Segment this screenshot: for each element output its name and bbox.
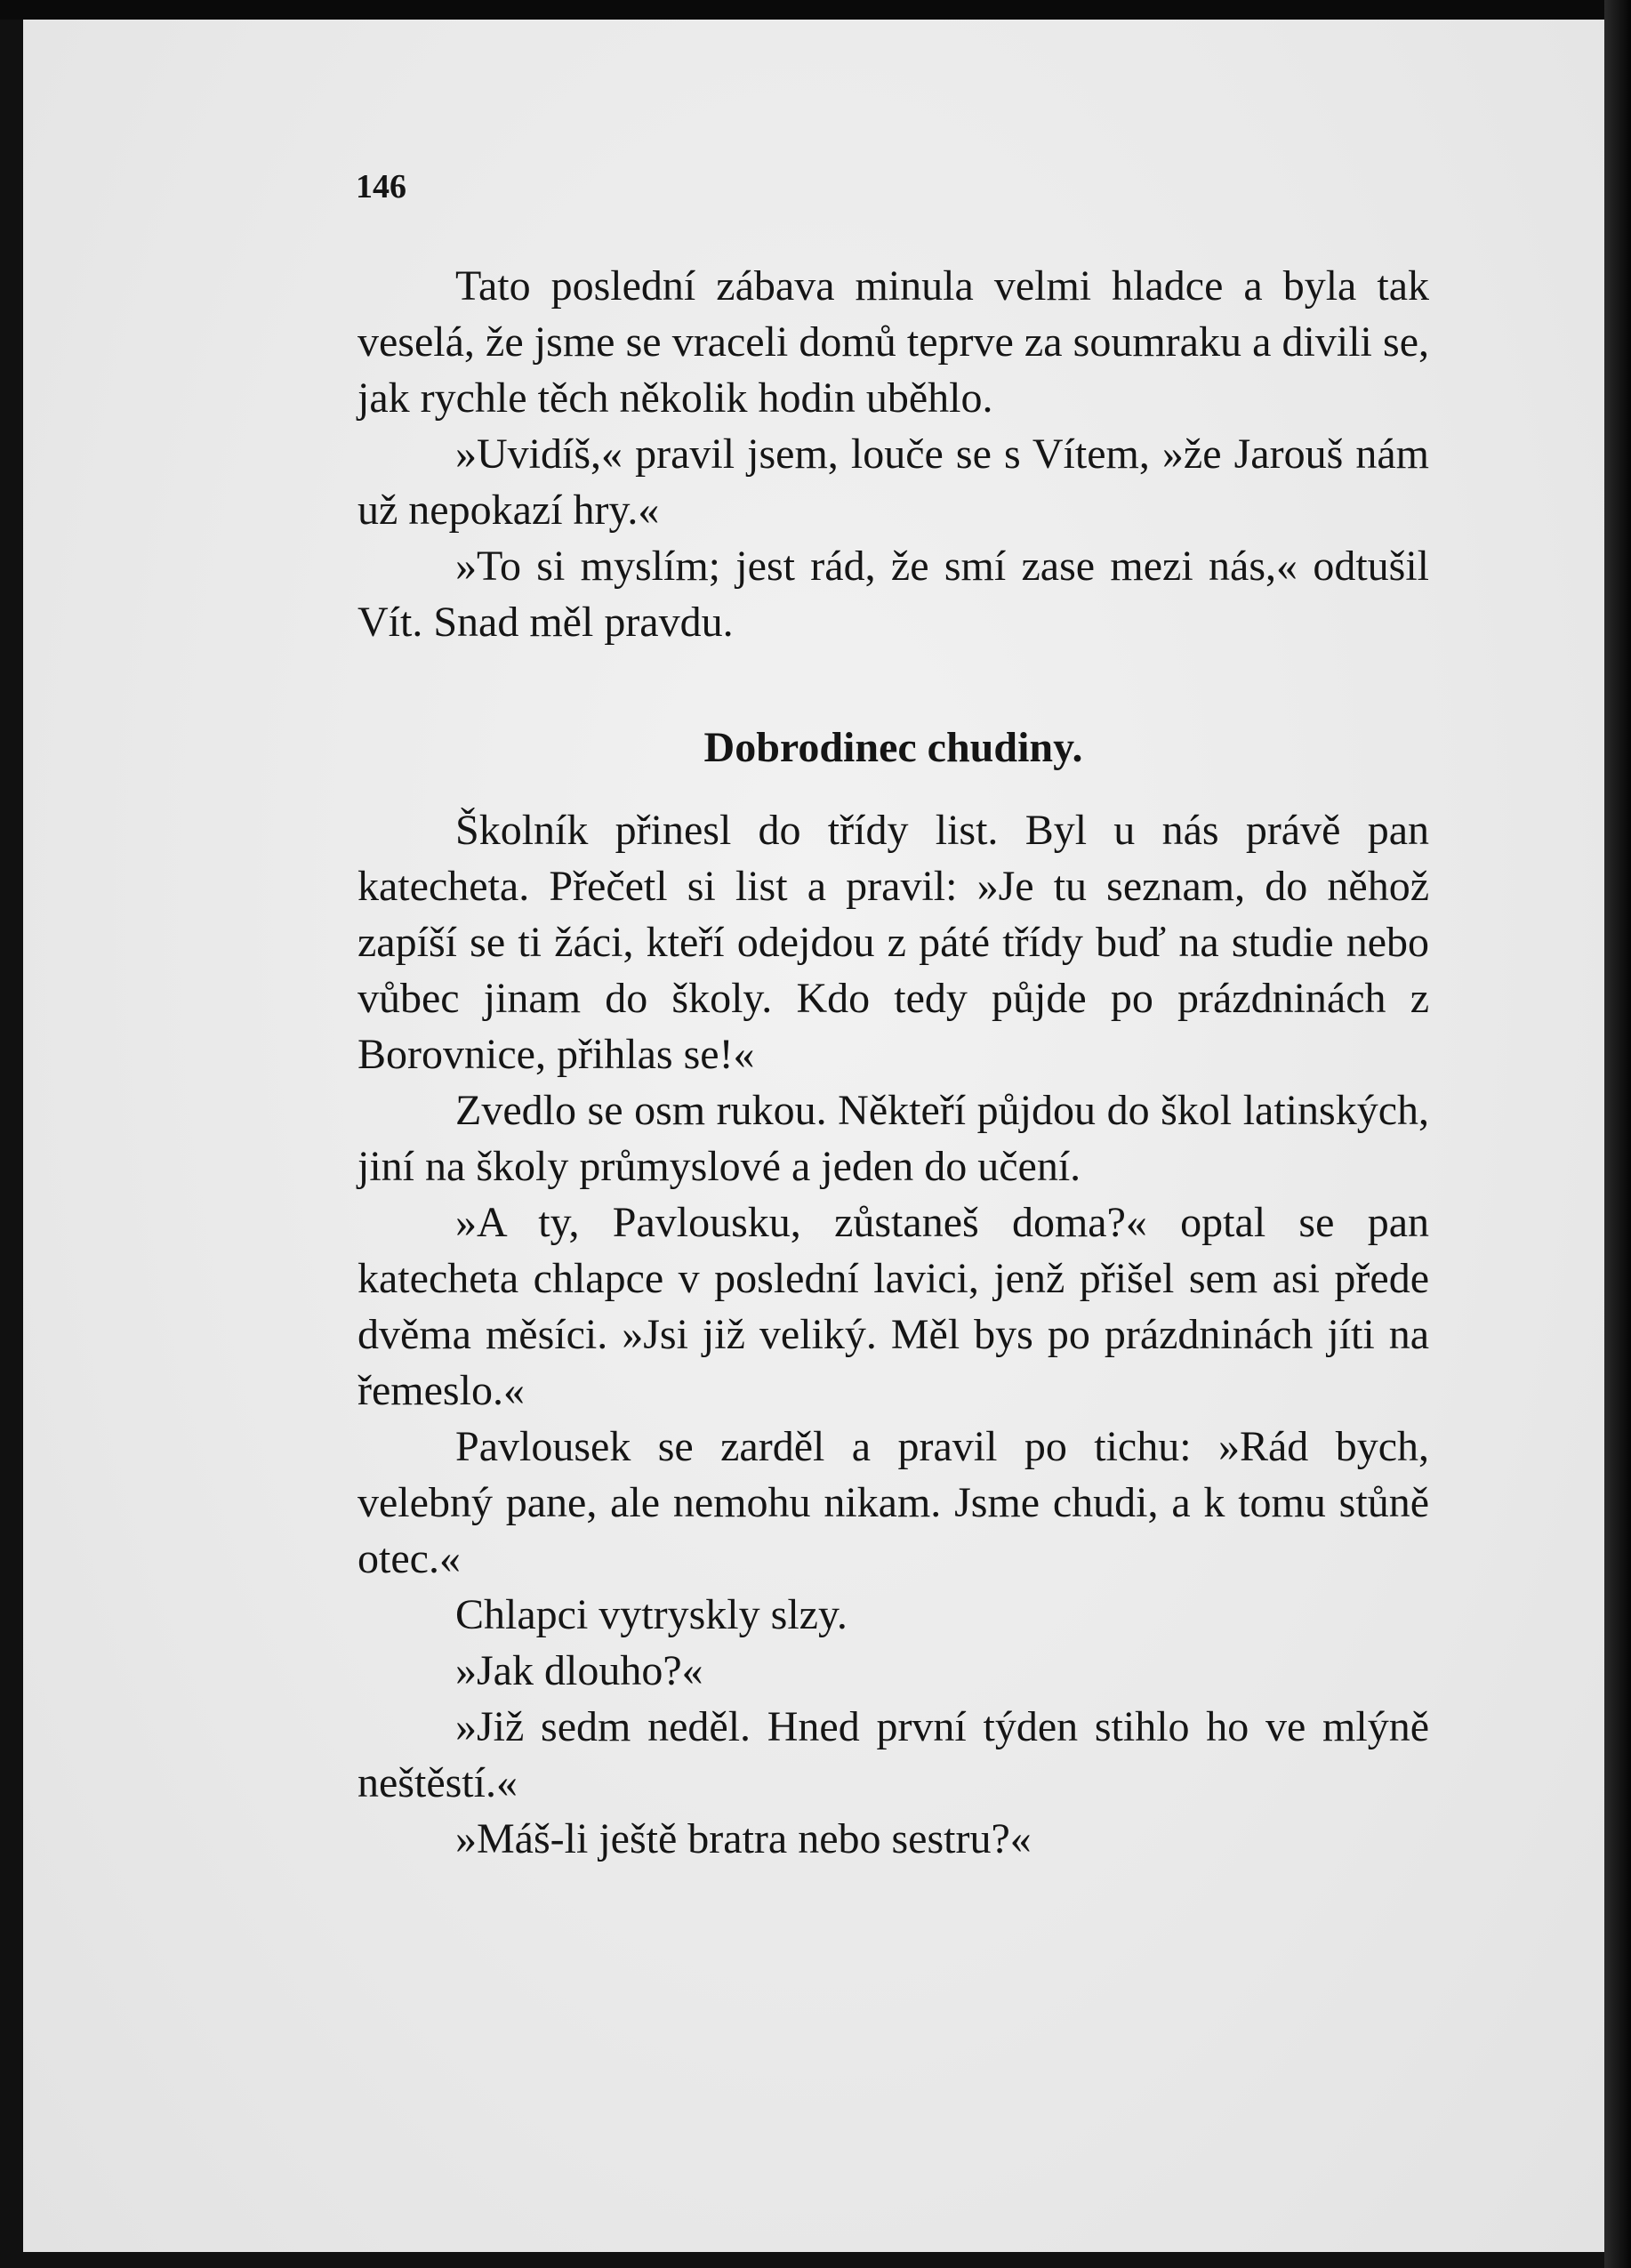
- paragraph: Zvedlo se osm rukou. Někteří půjdou do škol latinských, jiní na školy průmyslové a jeden do učení.: [358, 1087, 1429, 1190]
- paragraph: »Uvidíš,« pravil jsem, louče se s Vítem, »že Jarouš nám už nepokazí hry.«: [358, 430, 1429, 534]
- page-text: [358, 165, 1429, 1867]
- paragraph: Školník přinesl do třídy list. Byl u nás právě pan katecheta. Přečetl si list a pravil: »Je tu seznam, do něhož zapíší se ti žáci, kteří odejdou z páté třídy buď na studie nebo vůbec jinam do školy. Kdo tedy půjde po prázdninách z Borovnice, přihlas se!«: [358, 807, 1429, 1078]
- paragraph: »Jak dlouho?«: [455, 1647, 703, 1694]
- page-number: 146: [356, 168, 406, 205]
- scan-top-edge: [0, 0, 1631, 20]
- paragraph: »To si myslím; jest rád, že smí zase mezi nás,« odtušil Vít. Snad měl pravdu.: [358, 543, 1429, 646]
- paragraph: Tato poslední zábava minula velmi hladce a byla tak veselá, že jsme se vraceli domů teprve za soumraku a divili se, jak rychle těch několik hodin uběhlo.: [358, 262, 1429, 422]
- paragraph: »Máš-li ještě bratra nebo sestru?«: [455, 1815, 1032, 1862]
- paragraph: Pavlousek se zarděl a pravil po tichu: »Rád bych, velebný pane, ale nemohu nikam. Jsme chudi, a k tomu stůně otec.«: [358, 1423, 1429, 1582]
- scan-right-edge: [1604, 0, 1631, 2268]
- chapter-heading: Dobrodinec chudiny.: [703, 724, 1083, 771]
- paragraph: »Již sedm neděl. Hned první týden stihlo ho ve mlýně neštěstí.«: [358, 1703, 1429, 1806]
- paragraph: »A ty, Pavlousku, zůstaneš doma?« optal se pan katecheta chlapce v poslední lavici, jenž přišel sem asi přede dvěma měsíci. »Jsi již veliký. Měl bys po prázdninách jíti na řemeslo.«: [358, 1199, 1429, 1414]
- paragraph: Chlapci vytryskly slzy.: [455, 1591, 848, 1638]
